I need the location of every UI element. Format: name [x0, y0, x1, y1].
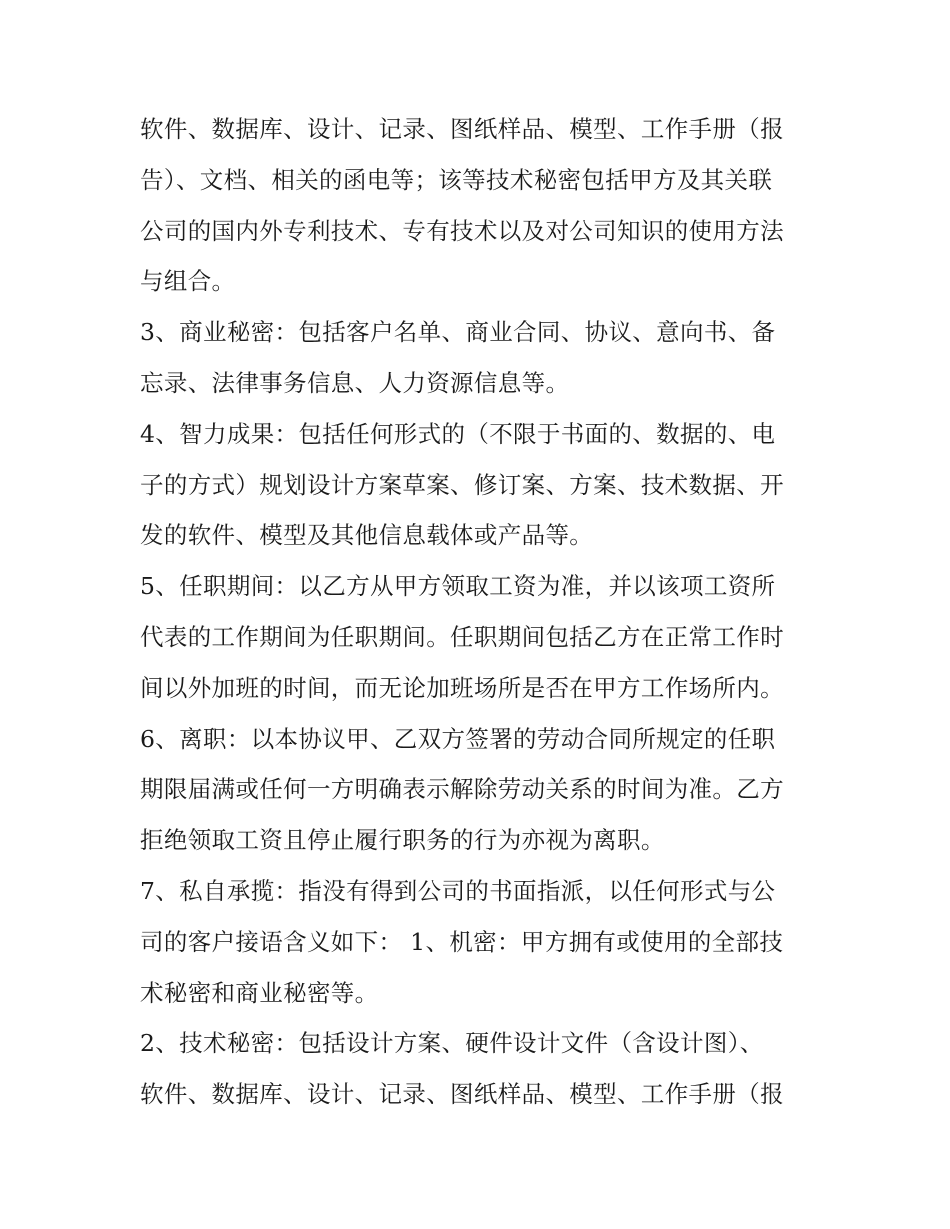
text-line-19: 2、技术秘密：包括设计方案、硬件设计文件（含设计图）、 [140, 1029, 764, 1058]
text-line-20: 软件、数据库、设计、记录、图纸样品、模型、工作手册（报 [140, 1080, 784, 1109]
text-line-17: 司的客户接语含义如下： 1、机密：甲方拥有或使用的全部技 [140, 927, 784, 956]
text-line-4: 与组合。 [140, 267, 236, 296]
text-line-14: 期限届满或任何一方明确表示解除劳动关系的时间为准。乙方 [140, 775, 784, 804]
text-line-18: 术秘密和商业秘密等。 [140, 978, 379, 1007]
text-line-3: 公司的国内外专利技术、专有技术以及对公司知识的使用方法 [140, 216, 784, 245]
text-line-5: 3、商业秘密：包括客户名单、商业合同、协议、意向书、备 [140, 318, 776, 347]
body-text [140, 104, 820, 1120]
text-line-2: 告）、文档、相关的函电等；该等技术秘密包括甲方及其关联 [140, 165, 773, 194]
text-line-12: 间以外加班的时间，而无论加班场所是否在甲方工作场所内。 [140, 673, 784, 702]
text-line-10: 5、任职期间：以乙方从甲方领取工资为准，并以该项工资所 [140, 572, 776, 601]
text-line-13: 6、离职：以本协议甲、乙双方签署的劳动合同所规定的任职 [140, 724, 776, 753]
text-line-16: 7、私自承揽：指没有得到公司的书面指派，以任何形式与公 [140, 876, 776, 905]
text-line-6: 忘录、法律事务信息、人力资源信息等。 [140, 368, 570, 397]
text-line-11: 代表的工作期间为任职期间。任职期间包括乙方在正常工作时 [140, 622, 784, 651]
text-line-1: 软件、数据库、设计、记录、图纸样品、模型、工作手册（报 [140, 115, 784, 143]
text-line-8: 子的方式）规划设计方案草案、修订案、方案、技术数据、开 [140, 470, 784, 499]
text-line-7: 4、智力成果：包括任何形式的（不限于书面的、数据的、电 [140, 419, 776, 448]
text-line-15: 拒绝领取工资且停止履行职务的行为亦视为离职。 [140, 826, 665, 855]
text-line-9: 发的软件、模型及其他信息载体或产品等。 [140, 521, 594, 550]
